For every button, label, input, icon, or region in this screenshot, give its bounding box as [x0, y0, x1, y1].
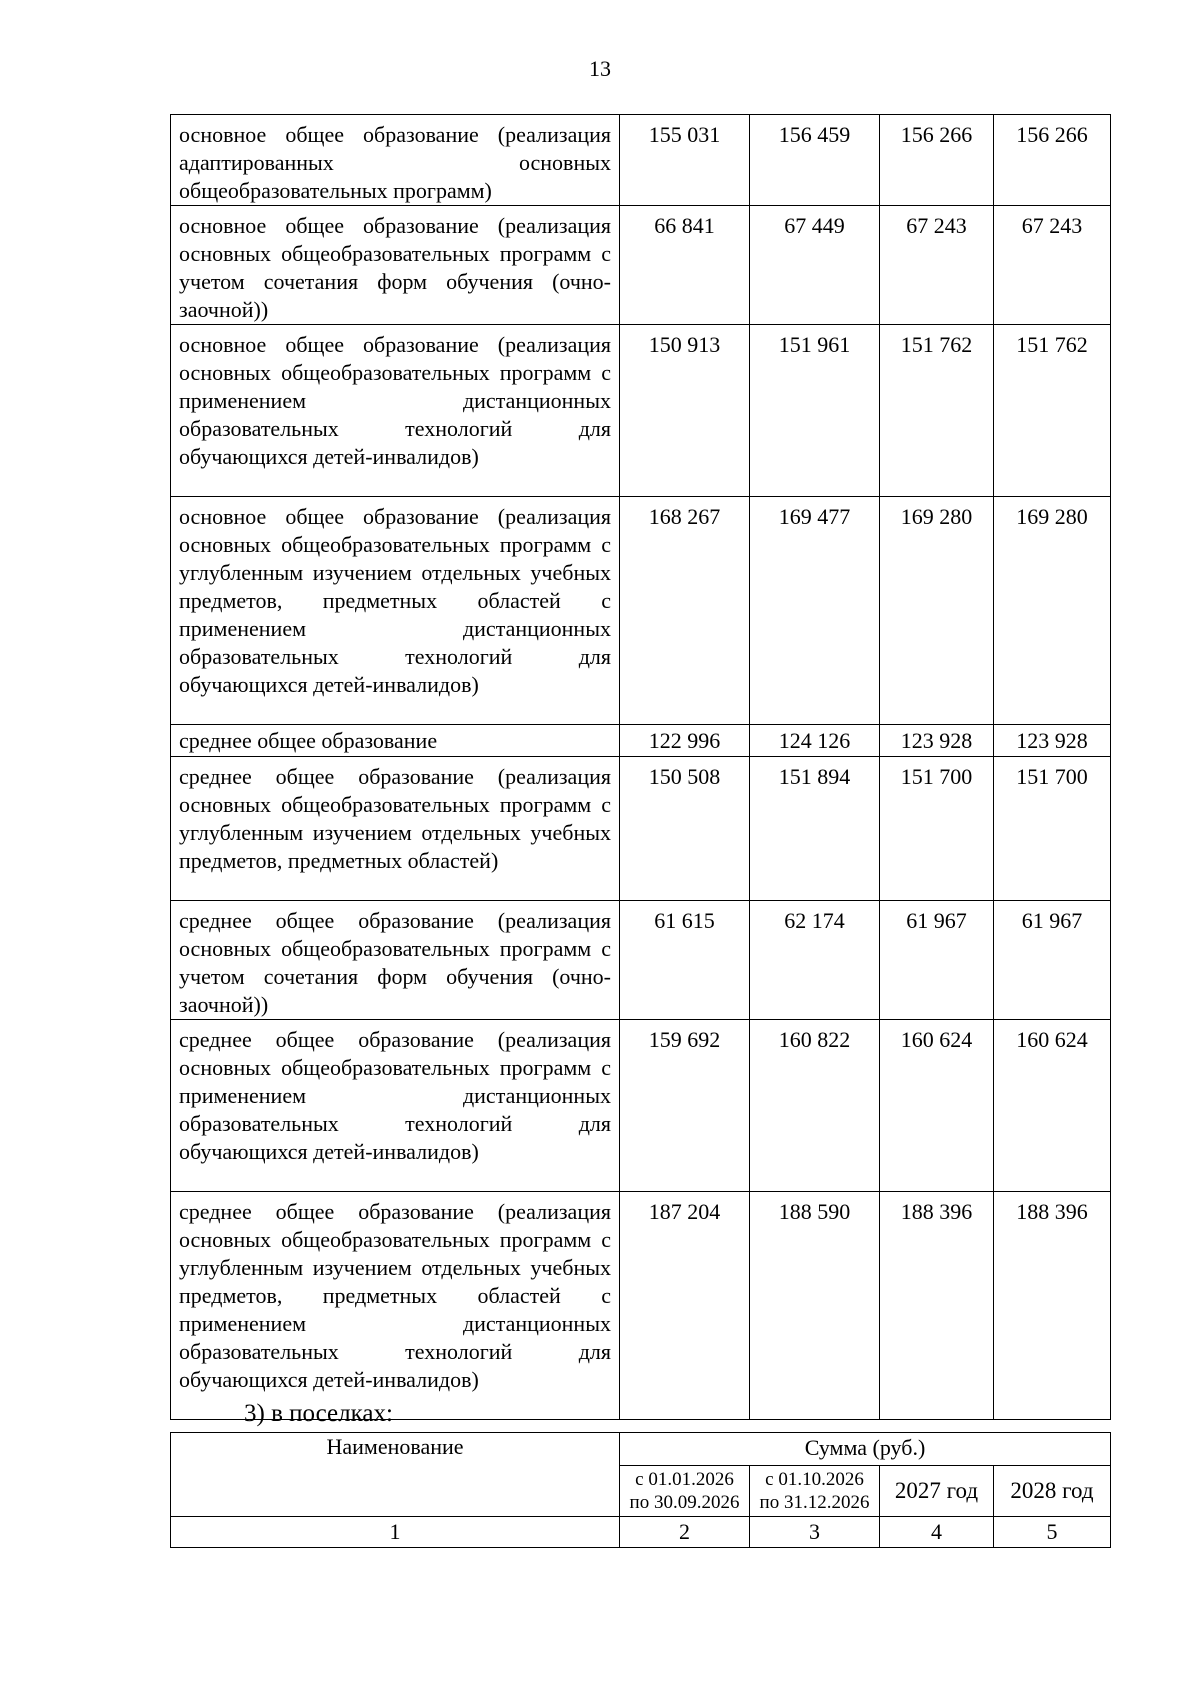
value-2027: 151 762 [880, 325, 994, 497]
value-period-1: 61 615 [620, 901, 750, 1020]
value-2027: 151 700 [880, 757, 994, 901]
column-index-4: 4 [880, 1517, 994, 1548]
value-2028: 61 967 [994, 901, 1111, 1020]
table-row [171, 757, 1111, 901]
row-description: основное общее образование (реализация основных общеобразовательных программ с углубленным изучением отдельных учебных предметов, предметных областей с применением дистанционных образовательных технологий для обучающихся детей-инвалидов) [171, 497, 620, 725]
table-row [171, 901, 1111, 1020]
value-period-1: 150 508 [620, 757, 750, 901]
value-period-2: 124 126 [750, 725, 880, 757]
value-2027: 156 266 [880, 115, 994, 206]
period-1-end: по 30.09.2026 [629, 1492, 740, 1513]
page-number: 13 [589, 56, 611, 81]
value-period-1: 168 267 [620, 497, 750, 725]
value-2028: 160 624 [994, 1020, 1111, 1192]
funding-table [170, 114, 1111, 1420]
value-2028: 123 928 [994, 725, 1111, 757]
value-period-1: 187 204 [620, 1192, 750, 1420]
section-caption: 3) в поселках: [244, 1400, 393, 1427]
value-period-1: 155 031 [620, 115, 750, 206]
value-2027: 160 624 [880, 1020, 994, 1192]
value-2027: 67 243 [880, 206, 994, 325]
value-period-1: 66 841 [620, 206, 750, 325]
row-description: основное общее образование (реализация основных общеобразовательных программ с учетом сочетания форм обучения (очно-заочной)) [171, 206, 620, 325]
value-period-1: 159 692 [620, 1020, 750, 1192]
value-period-2: 62 174 [750, 901, 880, 1020]
value-period-2: 169 477 [750, 497, 880, 725]
table-row [171, 115, 1111, 206]
value-period-1: 150 913 [620, 325, 750, 497]
table-row [171, 1020, 1111, 1192]
name-column-header: Наименование [171, 1433, 620, 1517]
sum-column-header: Сумма (руб.) [620, 1433, 1111, 1466]
table-row [171, 206, 1111, 325]
year-2027-header: 2027 год [880, 1466, 994, 1517]
row-description: основное общее образование (реализация основных общеобразовательных программ с применением дистанционных образовательных технологий для обучающихся детей-инвалидов) [171, 325, 620, 497]
row-description: среднее общее образование (реализация основных общеобразовательных программ с углубленным изучением отдельных учебных предметов, предметных областей с применением дистанционных образовательных технологий для обучающихся детей-инвалидов) [171, 1192, 620, 1420]
value-period-2: 160 822 [750, 1020, 880, 1192]
row-description: среднее общее образование (реализация основных общеобразовательных программ с учетом сочетания форм обучения (очно-заочной)) [171, 901, 620, 1020]
value-2027: 123 928 [880, 725, 994, 757]
header-row [171, 1433, 1111, 1466]
settlements-header-table [170, 1432, 1111, 1548]
table-row [171, 497, 1111, 725]
value-period-2: 151 894 [750, 757, 880, 901]
value-2028: 169 280 [994, 497, 1111, 725]
value-period-2: 188 590 [750, 1192, 880, 1420]
period-2-end: по 31.12.2026 [759, 1492, 870, 1513]
period-1-header [620, 1466, 750, 1517]
column-index-3: 3 [750, 1517, 880, 1548]
value-period-2: 151 961 [750, 325, 880, 497]
row-description: среднее общее образование (реализация основных общеобразовательных программ с применением дистанционных образовательных технологий для обучающихся детей-инвалидов) [171, 1020, 620, 1192]
table-row [171, 1192, 1111, 1420]
column-index-5: 5 [994, 1517, 1111, 1548]
column-index-2: 2 [620, 1517, 750, 1548]
value-2028: 67 243 [994, 206, 1111, 325]
table-row [171, 725, 1111, 757]
value-2028: 188 396 [994, 1192, 1111, 1420]
value-period-1: 122 996 [620, 725, 750, 757]
table-row [171, 325, 1111, 497]
row-description: среднее общее образование [171, 725, 620, 757]
value-2027: 188 396 [880, 1192, 994, 1420]
value-2027: 169 280 [880, 497, 994, 725]
year-2028-header: 2028 год [994, 1466, 1111, 1517]
value-2027: 61 967 [880, 901, 994, 1020]
column-index-1: 1 [171, 1517, 620, 1548]
period-2-header [750, 1466, 880, 1517]
value-2028: 151 700 [994, 757, 1111, 901]
value-period-2: 156 459 [750, 115, 880, 206]
row-description: среднее общее образование (реализация основных общеобразовательных программ с углубленным изучением отдельных учебных предметов, предметных областей) [171, 757, 620, 901]
period-1-start: с 01.01.2026 [635, 1469, 734, 1490]
value-period-2: 67 449 [750, 206, 880, 325]
column-index-row [171, 1517, 1111, 1548]
row-description: основное общее образование (реализация адаптированных основных общеобразовательных программ) [171, 115, 620, 206]
period-2-start: с 01.10.2026 [765, 1469, 864, 1490]
value-2028: 156 266 [994, 115, 1111, 206]
value-2028: 151 762 [994, 325, 1111, 497]
